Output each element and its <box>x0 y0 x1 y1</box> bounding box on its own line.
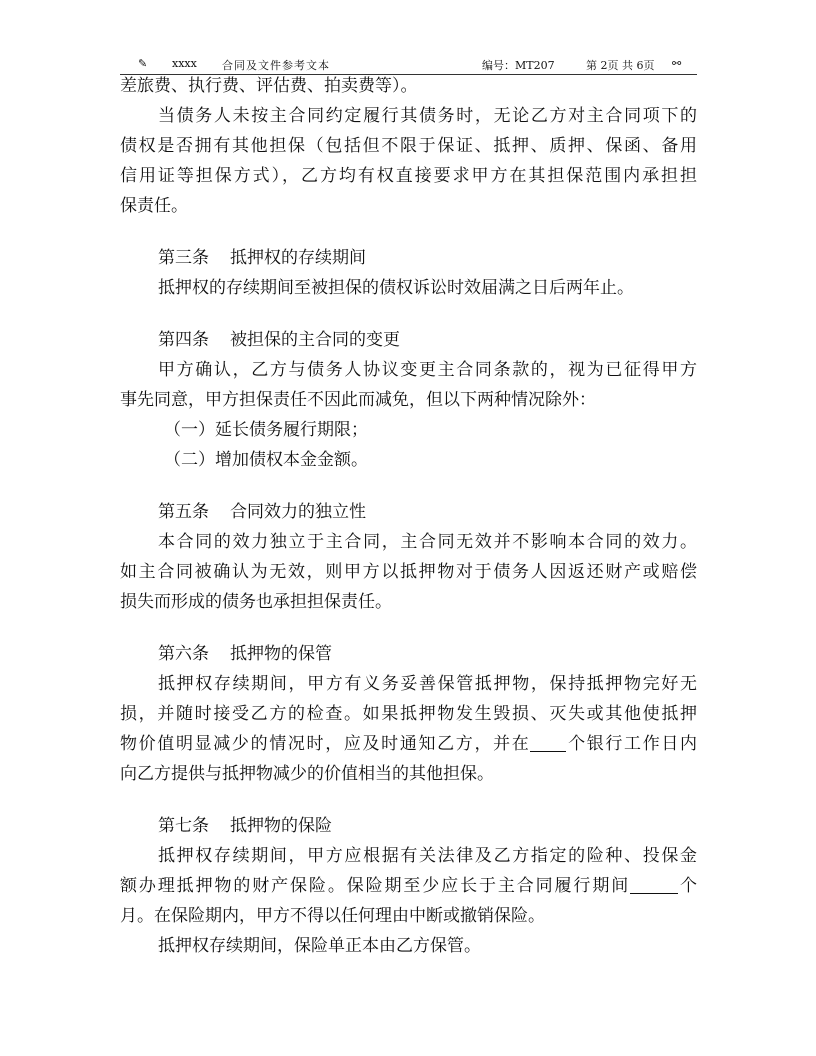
article-title: 抵押物的保险 <box>230 816 332 836</box>
blank-field[interactable] <box>630 873 678 894</box>
paragraph-line: 债权是否拥有其他担保（包括但不限于保证、抵押、质押、保函、备用 <box>120 136 697 156</box>
article-number: 第五条 <box>158 502 209 522</box>
paragraph-line: 抵押权存续期间，保险单正本由乙方保管。 <box>158 936 481 956</box>
article-heading <box>120 639 697 669</box>
document-body <box>120 71 697 961</box>
article-title: 抵押权的存续期间 <box>230 248 366 268</box>
paragraph-line: 事先同意，甲方担保责任不因此而减免，但以下两种情况除外： <box>120 390 596 410</box>
paragraph-line: 甲方确认，乙方与债务人协议变更主合同条款的，视为已征得甲方 <box>158 360 697 380</box>
header-title: 合同及文件参考文本 <box>222 59 330 72</box>
list-item: （一）延长债务履行期限； <box>164 420 368 440</box>
paragraph-line: 当债务人未按主合同约定履行其债务时，无论乙方对主合同项下的 <box>158 106 697 126</box>
header-page-number: 第 2页 共 6页 <box>586 59 655 72</box>
article-number: 第七条 <box>158 816 209 836</box>
article-number: 第四条 <box>158 330 209 350</box>
paragraph-line: 抵押权的存续期间至被担保的债权诉讼时效届满之日后两年止。 <box>158 278 634 298</box>
article-heading <box>120 811 697 841</box>
article-number: 第三条 <box>158 248 209 268</box>
paragraph-line: 额办理抵押物的财产保险。保险期至少应长于主合同履行期间 个 <box>120 871 697 901</box>
paragraph-line: 损，并随时接受乙方的检查。如果抵押物发生毁损、灭失或其他使抵押 <box>120 704 697 724</box>
article-title: 合同效力的独立性 <box>230 502 366 522</box>
article-heading <box>120 325 697 355</box>
paragraph <box>120 101 697 221</box>
paragraph-line: 抵押权存续期间，甲方有义务妥善保管抵押物，保持抵押物完好无 <box>158 674 697 694</box>
paragraph-line: 物价值明显减少的情况时，应及时通知乙方，并在 个银行工作日内 <box>120 729 697 759</box>
header-code: xxxx <box>172 57 197 70</box>
article-title: 抵押物的保管 <box>230 644 332 664</box>
article-heading <box>120 243 697 273</box>
article-heading <box>120 497 697 527</box>
header-doc-number: 编号：MT207 <box>482 59 555 72</box>
paragraph-line: 信用证等担保方式），乙方均有权直接要求甲方在其担保范围内承担担 <box>120 166 697 186</box>
article-number: 第六条 <box>158 644 209 664</box>
paragraph-line: 如主合同被确认为无效，则甲方以抵押物对于债务人因返还财产或赔偿 <box>120 562 697 582</box>
paragraph-line: 损失而形成的债务也承担担保责任。 <box>120 592 392 612</box>
paragraph-line: 月。在保险期内，甲方不得以任何理由中断或撤销保险。 <box>120 906 545 926</box>
paragraph-line: 本合同的效力独立于主合同，主合同无效并不影响本合同的效力。 <box>158 532 697 552</box>
paragraph-line: 向乙方提供与抵押物减少的价值相当的其他担保。 <box>120 764 494 784</box>
link-icon: ⚯ <box>672 57 682 70</box>
article-title: 被担保的主合同的变更 <box>230 330 400 350</box>
blank-field[interactable] <box>530 731 566 752</box>
paragraph-line: 差旅费、执行费、评估费、拍卖费等）。 <box>120 76 418 96</box>
pencil-icon: ✎ <box>138 57 148 70</box>
paragraph-line: 抵押权存续期间，甲方应根据有关法律及乙方指定的险种、投保金 <box>158 846 697 866</box>
list-item: （二）增加债权本金金额。 <box>164 450 368 470</box>
paragraph-line: 保责任。 <box>120 196 188 216</box>
